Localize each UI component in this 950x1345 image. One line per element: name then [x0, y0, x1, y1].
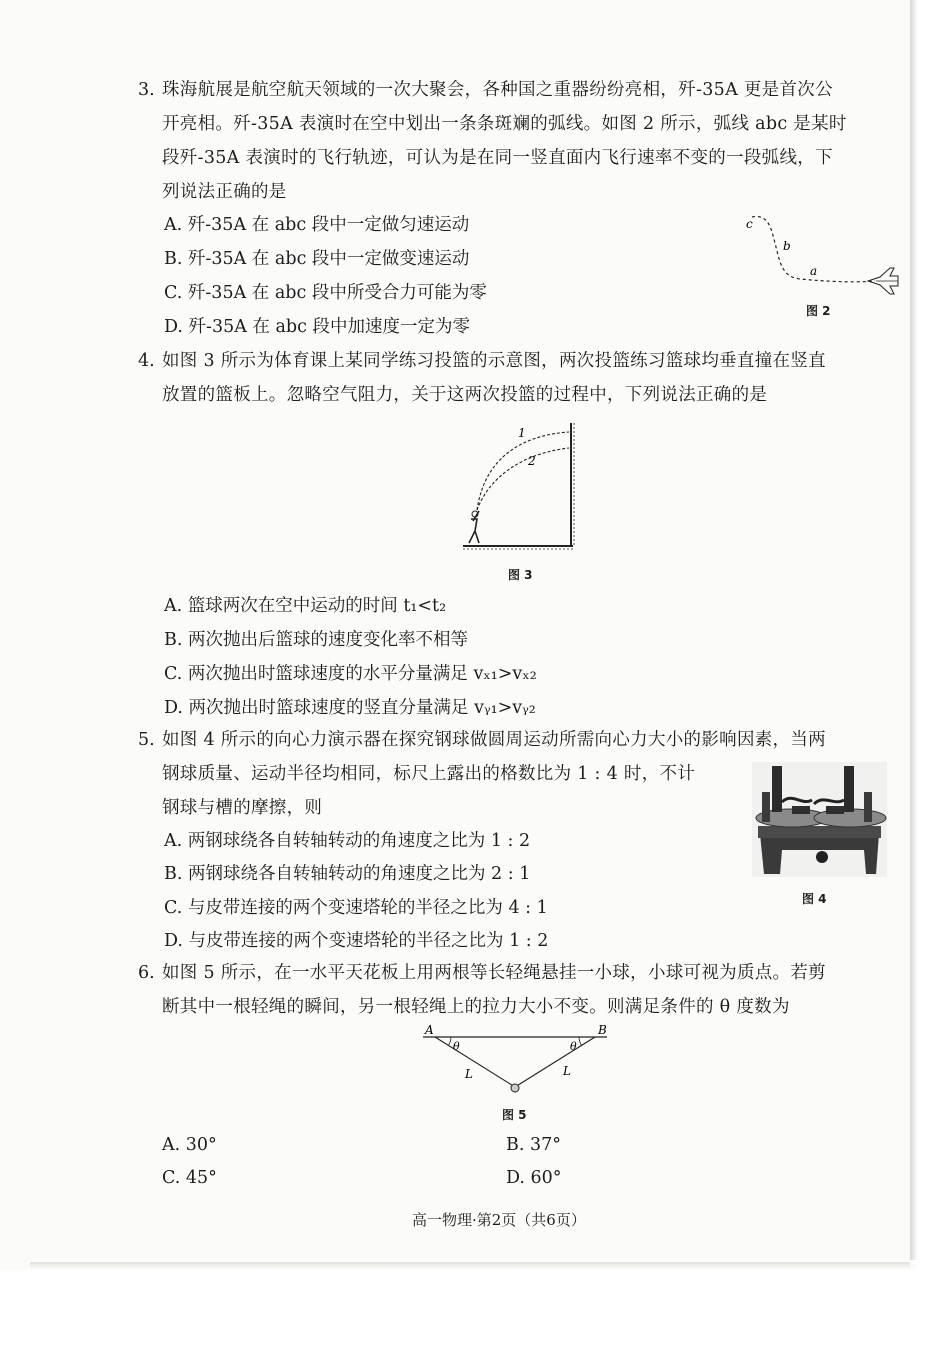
fig2-label-a: a: [810, 264, 818, 278]
fig5-label-b: B: [598, 1023, 607, 1037]
question-6-number: 6.: [138, 963, 155, 983]
question-6-option-c: C. 45°: [162, 1168, 217, 1188]
centripetal-apparatus-icon: [752, 762, 887, 877]
question-6-stem-line: 如图 5 所示，在一水平天花板上用两根等长轻绳悬挂一小球，小球可视为质点。若剪: [162, 963, 826, 983]
question-5-option-b: B. 两钢球绕各自转轴转动的角速度之比为 2 : 1: [164, 864, 531, 884]
fig5-label-theta-left: θ: [453, 1040, 460, 1053]
figure-3-basketball-diagram: [455, 415, 590, 555]
question-5-option-a: A. 两钢球绕各自转轴转动的角速度之比为 1 : 2: [164, 831, 531, 851]
basketball-player-icon: [469, 511, 479, 543]
question-3-option-b: B. 歼-35A 在 abc 段中一定做变速运动: [164, 249, 470, 269]
question-5-number: 5.: [138, 730, 155, 750]
question-4-number: 4.: [138, 351, 155, 371]
question-3-option-c: C. 歼-35A 在 abc 段中所受合力可能为零: [164, 283, 487, 303]
figure-2-caption: 图 2: [806, 304, 831, 318]
question-4-option-b: B. 两次抛出后篮球的速度变化率不相等: [164, 630, 468, 650]
question-4-option-c: C. 两次抛出时篮球速度的水平分量满足 vₓ₁>vₓ₂: [164, 664, 537, 684]
question-5-option-d: D. 与皮带连接的两个变速塔轮的半径之比为 1 : 2: [164, 931, 549, 951]
page-edge-shadow: [910, 0, 918, 1260]
question-6-option-a: A. 30°: [162, 1135, 217, 1155]
fig5-label-theta-right: θ: [570, 1040, 577, 1053]
fig5-label-a: A: [425, 1023, 434, 1037]
fig2-label-b: b: [783, 239, 791, 253]
question-3-number: 3.: [138, 80, 155, 100]
question-5-option-c: C. 与皮带连接的两个变速塔轮的半径之比为 4 : 1: [164, 898, 548, 918]
fig5-label-l-right: L: [563, 1064, 571, 1078]
fig5-label-l-left: L: [465, 1067, 473, 1081]
question-5-stem-line: 钢球与槽的摩擦，则: [162, 798, 323, 818]
question-3-option-d: D. 歼-35A 在 abc 段中加速度一定为零: [164, 317, 470, 337]
jet-icon: [868, 268, 898, 294]
page-bottom-shadow: [30, 1262, 910, 1270]
figure-3-caption: 图 3: [508, 568, 533, 582]
figure-4-caption: 图 4: [802, 892, 827, 906]
figure-5-suspended-ball: [415, 1020, 615, 1095]
question-4-option-d: D. 两次抛出时篮球速度的竖直分量满足 vᵧ₁>vᵧ₂: [164, 698, 536, 718]
question-5-stem-line: 钢球质量、运动半径均相同，标尺上露出的格数比为 1 : 4 时，不计: [162, 764, 696, 784]
fig3-label-1: 1: [518, 426, 526, 440]
question-3-stem-line: 珠海航展是航空航天领域的一次大聚会，各种国之重器纷纷亮相，歼-35A 更是首次公: [162, 80, 833, 100]
question-6-stem-line: 断其中一根轻绳的瞬间，另一根轻绳上的拉力大小不变。则满足条件的 θ 度数为: [162, 997, 790, 1017]
question-4-option-a: A. 篮球两次在空中运动的时间 t₁<t₂: [164, 596, 447, 616]
question-3-stem-line: 段歼-35A 表演时的飞行轨迹，可认为是在同一竖直面内飞行速率不变的一段弧线，下: [162, 148, 833, 168]
fig2-label-c: c: [746, 217, 753, 231]
question-6-option-d: D. 60°: [506, 1168, 562, 1188]
page-footer: 高一物理·第2页（共6页）: [412, 1211, 586, 1229]
question-3-stem-line: 列说法正确的是: [162, 182, 287, 202]
question-6-option-b: B. 37°: [506, 1135, 562, 1155]
question-3-option-a: A. 歼-35A 在 abc 段中一定做匀速运动: [164, 215, 470, 235]
figure-5-caption: 图 5: [502, 1108, 527, 1122]
question-4-stem-line: 放置的篮板上。忽略空气阻力，关于这两次投篮的过程中，下列说法正确的是: [162, 385, 768, 405]
figure-2-flight-path: [740, 205, 905, 300]
fig3-label-2: 2: [528, 454, 536, 468]
question-3-stem-line: 开亮相。歼-35A 表演时在空中划出一条条斑斓的弧线。如图 2 所示，弧线 abc 是某时: [162, 114, 847, 134]
question-5-stem-line: 如图 4 所示的向心力演示器在探究钢球做圆周运动所需向心力大小的影响因素，当两: [162, 730, 826, 750]
question-4-stem-line: 如图 3 所示为体育课上某同学练习投篮的示意图，两次投篮练习篮球均垂直撞在竖直: [162, 351, 826, 371]
